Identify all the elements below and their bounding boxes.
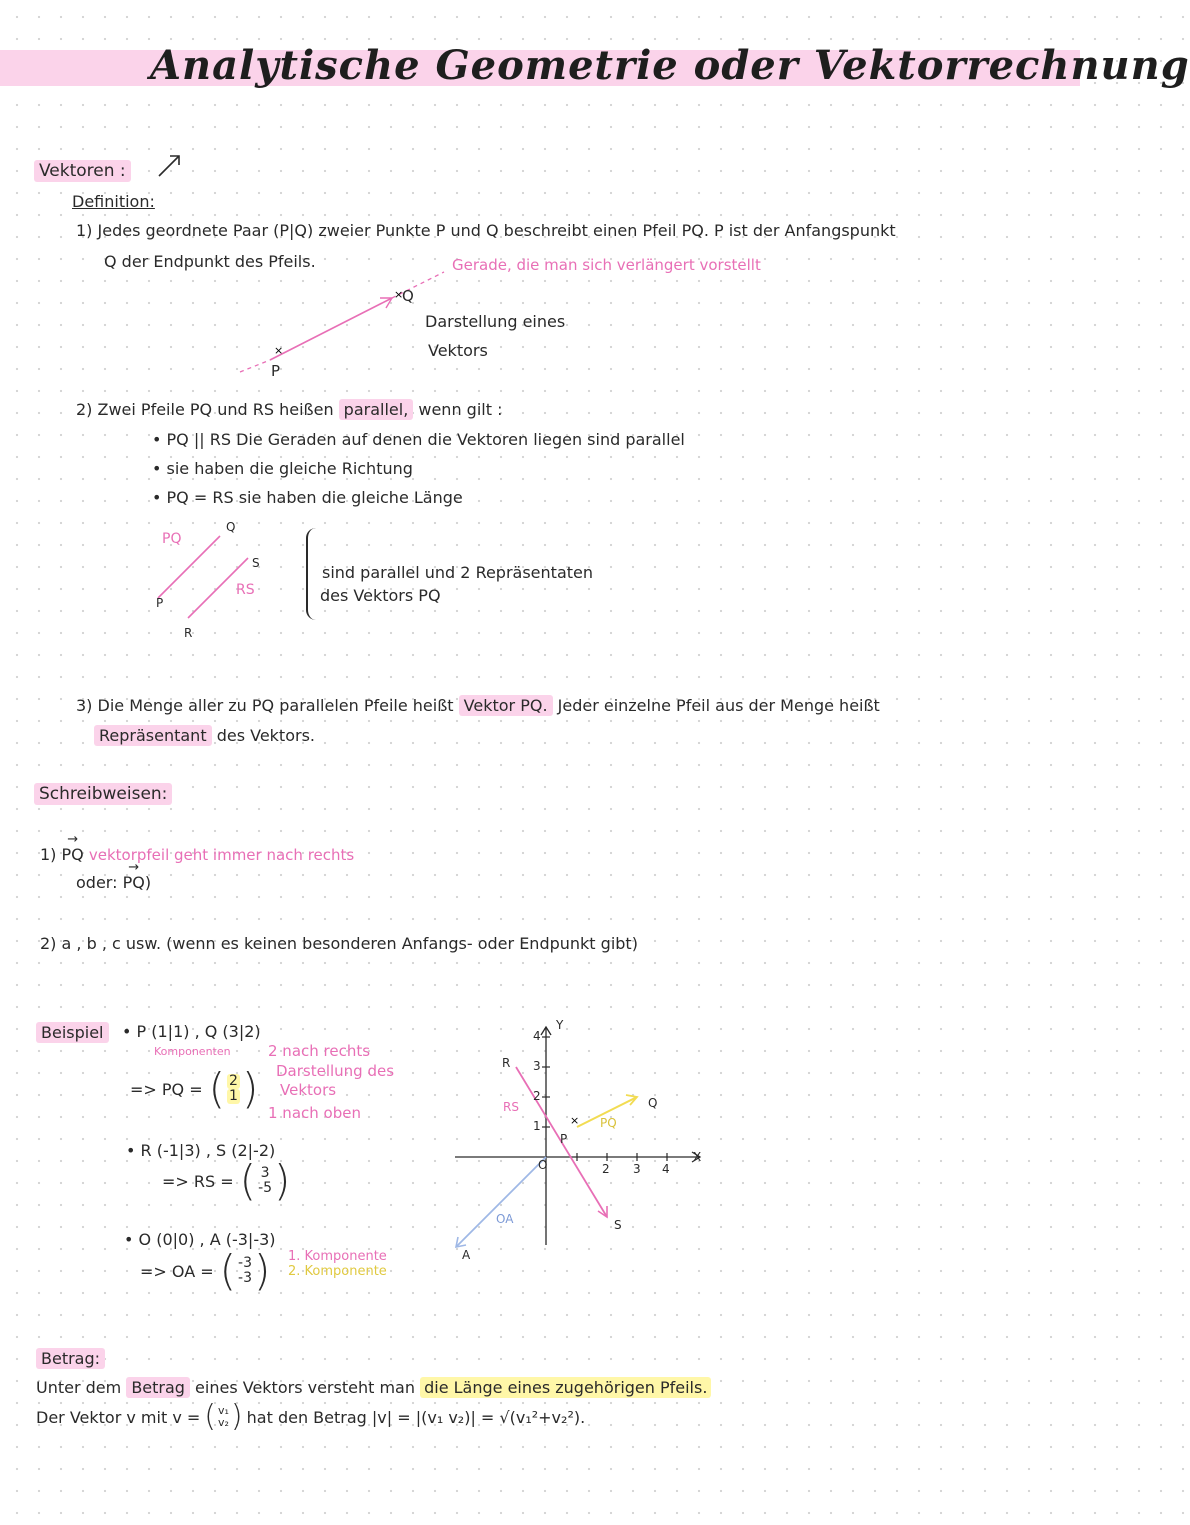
note-darstellung-1: Darstellung des: [276, 1062, 395, 1080]
betrag-line2-b: hat den Betrag |v| = |(v₁ v₂)| = √(v₁²+v₂²).: [246, 1407, 586, 1427]
ex1-vector: ( 2 1 ): [208, 1064, 259, 1113]
note-komp2: 2. Komponente: [288, 1264, 387, 1279]
y-tick-1: 1: [533, 1119, 541, 1133]
def3-repr: Repräsentant: [94, 725, 212, 746]
y-tick-3: 3: [533, 1059, 541, 1073]
point-r-graph: R: [502, 1056, 511, 1070]
komponenten-label: Komponenten: [154, 1045, 231, 1058]
schreibweise-1: [40, 845, 354, 864]
fig2-p-label: P: [156, 596, 164, 610]
rs-graph-label: RS: [503, 1100, 519, 1114]
fig2-s-label: S: [252, 556, 260, 570]
rs-arrowhead: [598, 1206, 607, 1217]
item1-oder: oder: [76, 873, 113, 892]
bullet-1: • PQ || RS Die Geraden auf denen die Vektoren liegen sind parallel: [152, 430, 685, 449]
betrag-line2: [36, 1399, 586, 1434]
betrag-heading: Betrag:: [36, 1348, 105, 1369]
fig2-r-label: R: [184, 626, 193, 640]
brace-line2: des Vektors PQ: [320, 586, 441, 605]
def3-line2: [94, 726, 315, 745]
point-p-label: P: [271, 362, 281, 380]
page-title: Analytische Geometrie oder Vektorrechnung: [150, 42, 1190, 89]
vektoren-heading: Vektoren :: [34, 160, 131, 182]
betrag-line1-c: die Länge eines zugehörigen Pfeils.: [420, 1377, 711, 1398]
gerade-note: Gerade, die man sich verlängert vorstellt: [452, 256, 761, 274]
ex3-comp1: -3: [238, 1255, 253, 1271]
def1-line1: 1) Jedes geordnete Paar (P|Q) zweier Punkte P und Q beschreibt einen Pfeil PQ. P ist der Anfangspunkt: [76, 221, 896, 240]
schreibweise-1-alt: oder: → PQ): [76, 873, 151, 892]
item1-alt: → PQ: [123, 873, 145, 892]
bullet-3: • PQ = RS sie haben die gleiche Länge: [152, 488, 463, 507]
item1-prefix: 1): [40, 845, 57, 864]
betrag-line1: [36, 1378, 711, 1397]
x-tick-4: 4: [662, 1162, 670, 1176]
def1-line2: Q der Endpunkt des Pfeils.: [104, 252, 316, 271]
ex2-comp1: 3: [260, 1165, 270, 1181]
betrag-line2-a: Der Vektor v mit v =: [36, 1407, 201, 1427]
ex2-comp2: -5: [258, 1180, 273, 1196]
ex2-points: • R (-1|3) , S (2|-2): [126, 1141, 276, 1160]
y-axis-label: Y: [556, 1018, 564, 1032]
point-o-graph: O: [538, 1158, 548, 1172]
point-s-graph: S: [614, 1218, 622, 1232]
def2-intro: [76, 400, 502, 419]
note-oben: 1 nach oben: [268, 1104, 361, 1122]
point-q-graph: Q: [648, 1096, 658, 1110]
ex3-vector: ( -3 -3 ): [219, 1246, 271, 1295]
oa-graph-label: OA: [496, 1212, 514, 1226]
ex1-comp1: 2: [229, 1073, 238, 1089]
note-darstellung-2: Vektors: [280, 1081, 337, 1099]
item2-vectors: a , b , c: [61, 934, 121, 953]
curly-brace: [306, 528, 320, 620]
betrag-comp2: v₂: [218, 1416, 229, 1429]
point-q-label: Q: [402, 287, 414, 305]
fig2-rs-label: RS: [236, 582, 255, 598]
def3-line1: [76, 696, 880, 715]
schreibweise-2: [40, 934, 638, 953]
y-tick-4: 4: [533, 1029, 541, 1043]
darstellung-line2: Vektors: [428, 341, 488, 360]
ex3-result: [140, 1246, 271, 1295]
ex2-vector: ( 3 -5 ): [239, 1156, 291, 1205]
svg-text:×: ×: [570, 1114, 580, 1127]
item2-prefix: 2): [40, 934, 57, 953]
ex3-comp2: -3: [238, 1270, 253, 1286]
brace-line1: sind parallel und 2 Repräsentaten: [322, 563, 593, 582]
def2-parallel: parallel,: [339, 399, 414, 420]
ex1-result: [130, 1064, 259, 1113]
def3-vektor: Vektor PQ.: [459, 695, 553, 716]
arrow-icon: [155, 152, 185, 182]
def2-intro-a: 2) Zwei Pfeile PQ und RS heißen: [76, 400, 334, 419]
x-axis-label: X: [693, 1150, 702, 1164]
betrag-vector: ( v₁ v₂ ): [204, 1399, 243, 1434]
ex3-prefix: => OA =: [140, 1261, 214, 1281]
svg-text:×: ×: [274, 344, 284, 357]
def3-c: des Vektors.: [216, 726, 315, 745]
darstellung-line1: Darstellung eines: [425, 312, 566, 331]
ex3-points: • O (0|0) , A (-3|-3): [124, 1230, 276, 1249]
y-tick-2: 2: [533, 1089, 541, 1103]
ex1-points: • P (1|1) , Q (3|2): [122, 1022, 261, 1041]
betrag-line1-a: Unter dem: [36, 1378, 122, 1397]
pq-graph-label: PQ: [600, 1116, 617, 1130]
item2-text: usw. (wenn es keinen besonderen Anfangs- oder Endpunkt gibt): [125, 934, 638, 953]
svg-text:×: ×: [394, 288, 404, 301]
point-p-graph: P: [560, 1132, 568, 1146]
def3-a: 3) Die Menge aller zu PQ parallelen Pfeile heißt: [76, 696, 454, 715]
def2-intro-b: wenn gilt :: [418, 400, 503, 419]
note-komp1: 1. Komponente: [288, 1249, 387, 1264]
fig2-pq-label: PQ: [162, 531, 182, 547]
ex1-comp2: 1: [229, 1088, 238, 1104]
note-rechts: 2 nach rechts: [268, 1042, 371, 1060]
schreibweisen-heading: Schreibweisen:: [34, 783, 172, 805]
ex2-prefix: => RS =: [162, 1171, 234, 1191]
ex1-prefix: => PQ =: [130, 1079, 203, 1099]
def3-b: Jeder einzelne Pfeil aus der Menge heißt: [557, 696, 880, 715]
item1-note: vektorpfeil geht immer nach rechts: [88, 846, 355, 864]
vector-figure-1: [220, 260, 460, 380]
oa-arrow: [456, 1157, 546, 1247]
x-tick-2: 2: [602, 1162, 610, 1176]
item1-pq: → PQ: [62, 845, 84, 864]
x-tick-3: 3: [633, 1162, 641, 1176]
coordinate-graph: [450, 1015, 720, 1255]
betrag-line1-b: eines Vektors versteht man: [195, 1378, 415, 1397]
betrag-comp1: v₁: [218, 1404, 229, 1417]
point-a-graph: A: [462, 1248, 471, 1262]
definition-label: Definition:: [72, 192, 155, 211]
fig2-q-label: Q: [226, 520, 236, 534]
ex2-result: [162, 1156, 291, 1205]
beispiel-heading: Beispiel: [36, 1022, 109, 1043]
betrag-line1-term: Betrag: [126, 1377, 190, 1398]
bullet-2: • sie haben die gleiche Richtung: [152, 459, 413, 478]
